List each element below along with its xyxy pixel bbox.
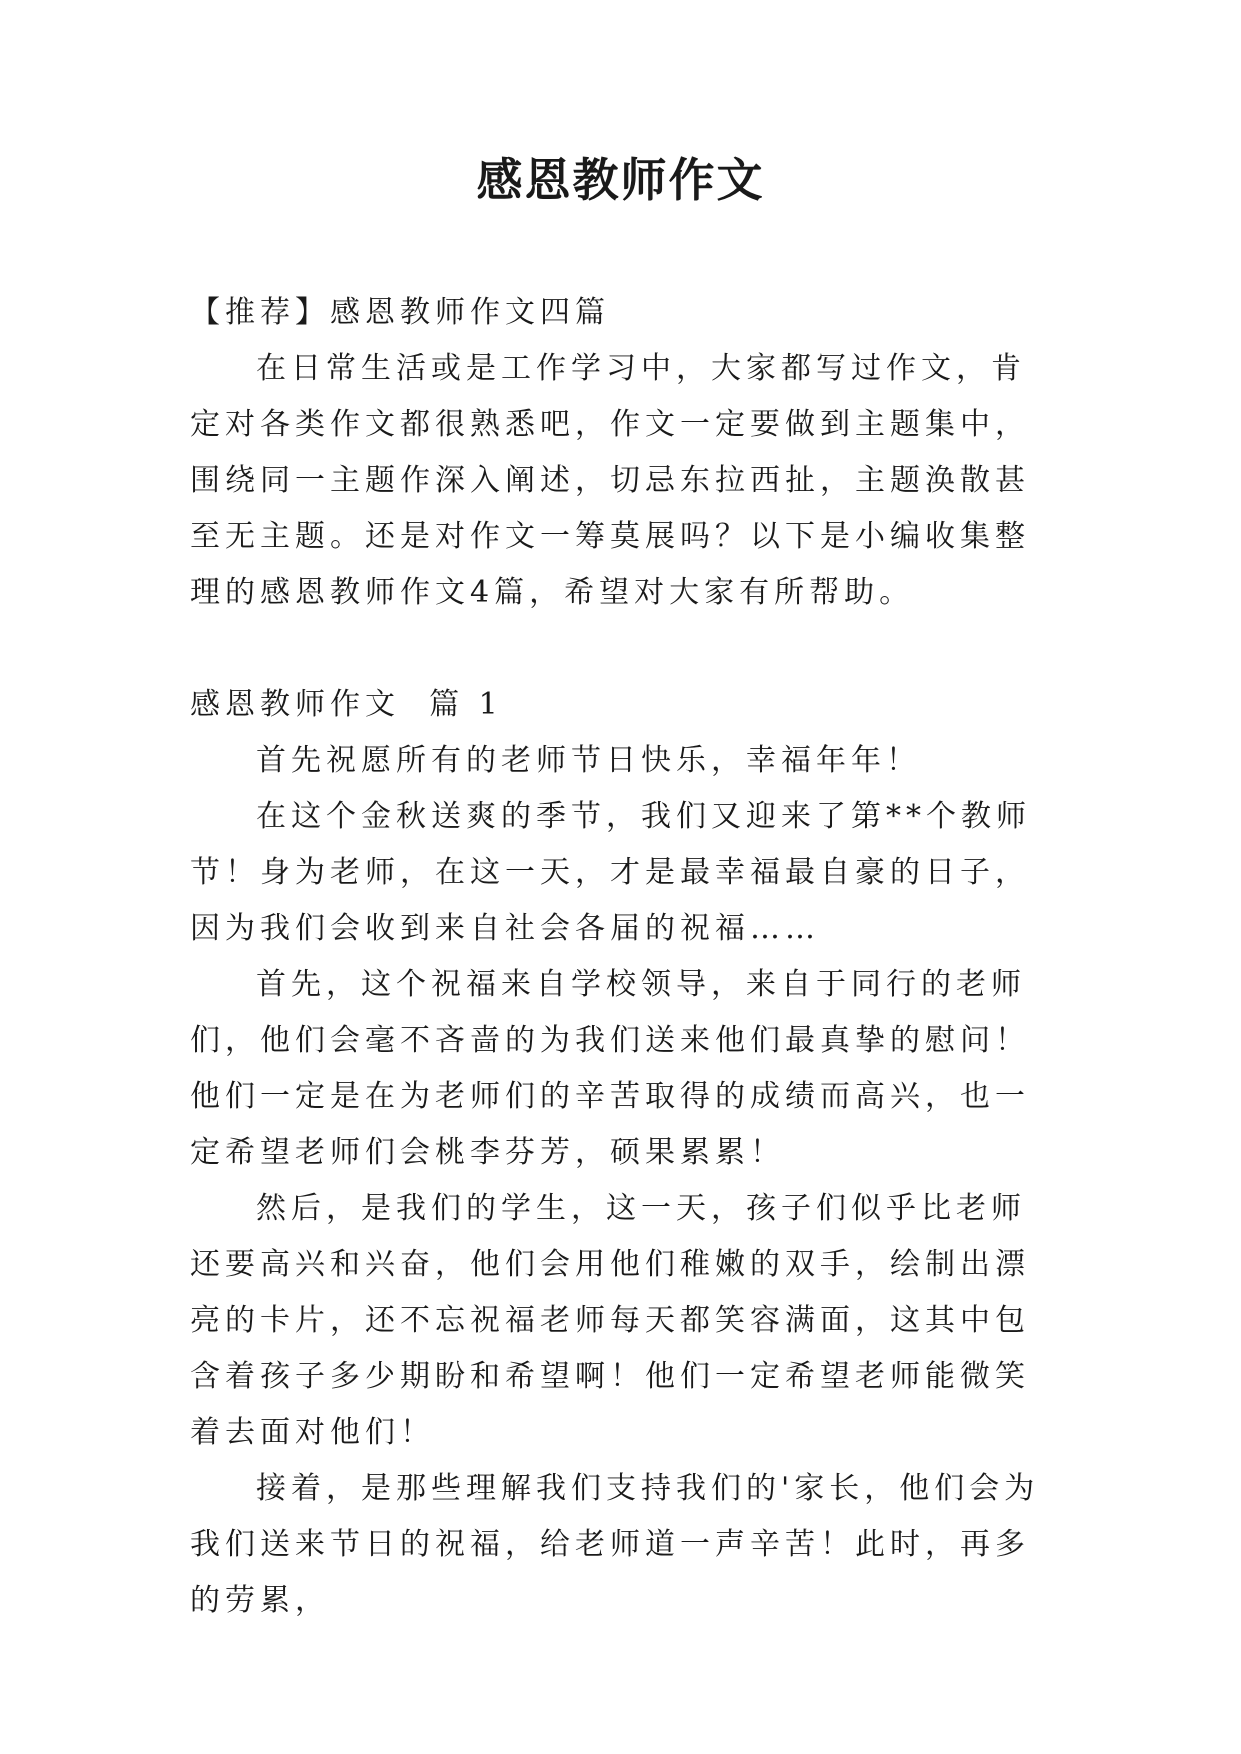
body-paragraph: 首先祝愿所有的老师节日快乐，幸福年年！: [256, 743, 921, 778]
document-body: [190, 285, 1060, 1629]
body-paragraph: 首先，这个祝福来自学校领导，来自于同行的老师们，他们会毫不吝啬的为我们送来他们最真挚的慰问！他们一定是在为老师们的辛苦取得的成绩而高兴，也一定希望老师们会桃李芬芳，硕果累累！: [190, 967, 1030, 1170]
body-paragraph: 然后，是我们的学生，这一天，孩子们似乎比老师还要高兴和兴奋，他们会用他们稚嫩的双手，绘制出漂亮的卡片，还不忘祝福老师每天都笑容满面，这其中包含着孩子多少期盼和希望啊！他们一定希望老师能微笑着去面对他们！: [190, 1191, 1030, 1450]
body-paragraph: 接着，是那些理解我们支持我们的'家长，他们会为我们送来节日的祝福，给老师道一声辛苦！此时，再多的劳累，: [190, 1471, 1040, 1618]
document-subtitle: 【推荐】感恩教师作文四篇: [190, 295, 610, 330]
intro-paragraph: 在日常生活或是工作学习中，大家都写过作文，肯定对各类作文都很熟悉吧，作文一定要做到主题集中，围绕同一主题作深入阐述，切忌东拉西扯，主题涣散甚至无主题。还是对作文一筹莫展吗？以下是小编收集整理的感恩教师作文4篇，希望对大家有所帮助。: [190, 351, 1030, 610]
document-title: 感恩教师作文: [476, 153, 765, 207]
section-heading: 感恩教师作文 篇 1: [190, 687, 503, 722]
section-spacer: [190, 621, 1060, 677]
body-paragraph: 在这个金秋送爽的季节，我们又迎来了第**个教师节！身为老师，在这一天，才是最幸福最自豪的日子，因为我们会收到来自社会各届的祝福……: [190, 799, 1031, 946]
